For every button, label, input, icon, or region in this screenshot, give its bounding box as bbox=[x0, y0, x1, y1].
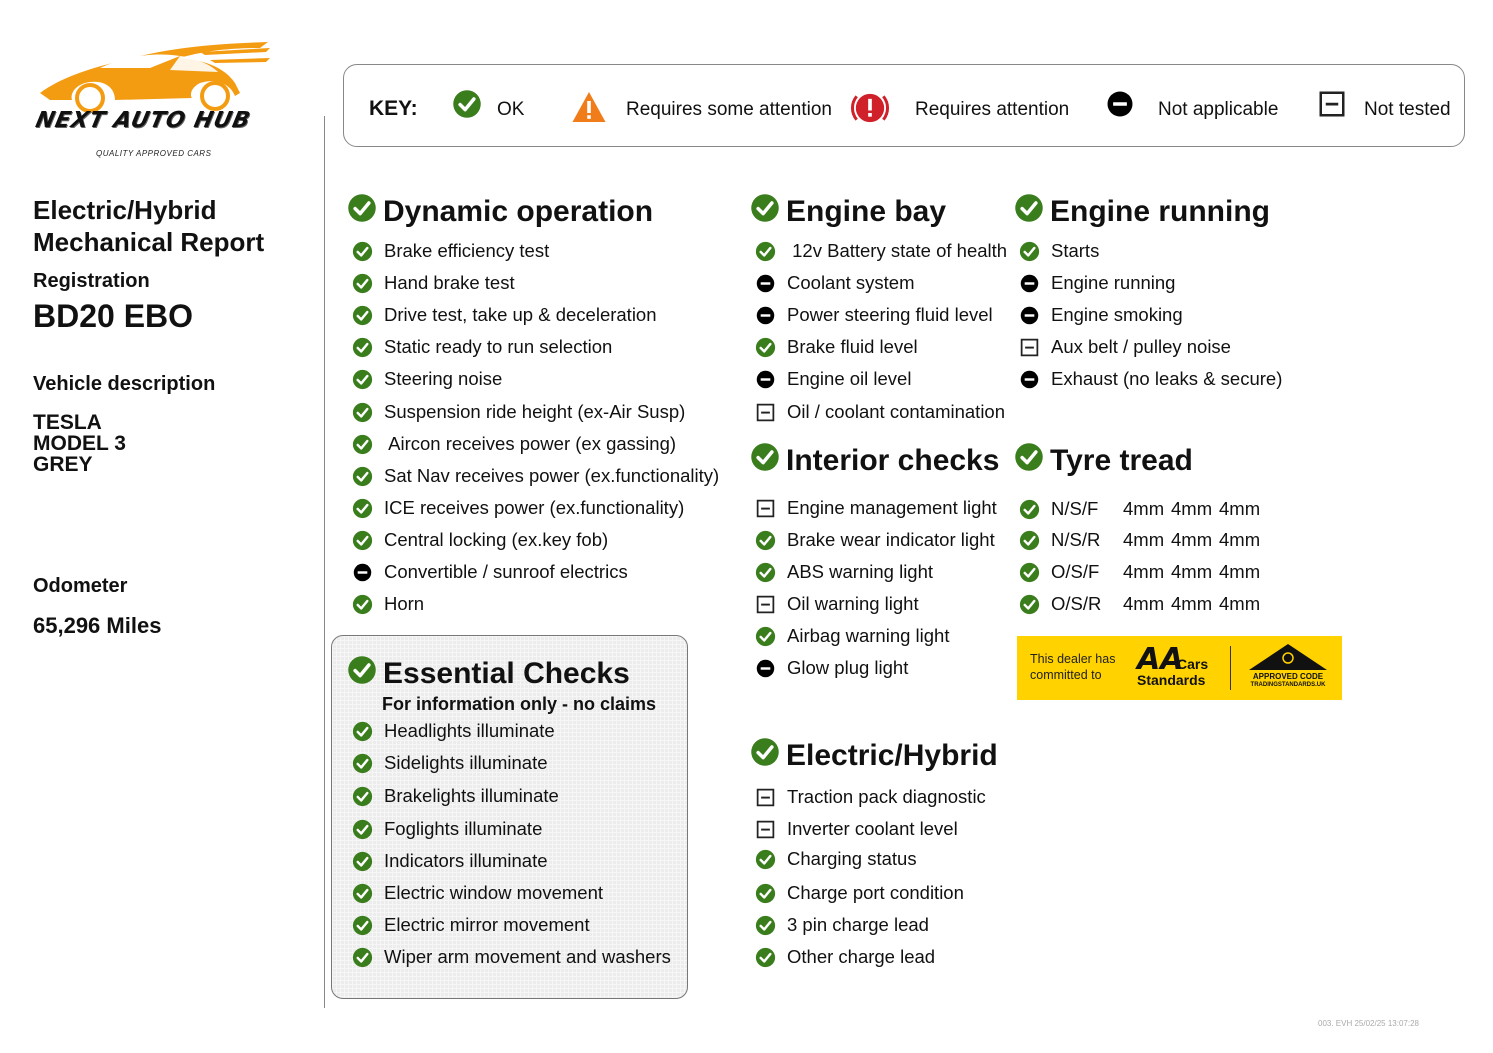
check-item bbox=[754, 914, 929, 936]
check-item bbox=[1018, 336, 1231, 358]
ok-check-icon bbox=[351, 402, 373, 423]
check-item-label: Steering noise bbox=[384, 368, 503, 389]
key-label-ok: OK bbox=[497, 99, 525, 120]
section-title-engine-bay bbox=[750, 193, 946, 231]
check-item bbox=[754, 529, 995, 551]
key-label-alert: Requires attention bbox=[915, 99, 1070, 120]
check-item bbox=[351, 882, 603, 904]
ok-check-icon bbox=[754, 337, 776, 358]
check-item-label: Foglights illuminate bbox=[384, 818, 543, 839]
ok-check-icon bbox=[351, 273, 373, 294]
aa-logo: AA bbox=[1137, 642, 1184, 677]
check-item-label: Engine management light bbox=[787, 497, 997, 518]
vehicle-description-label: Vehicle description bbox=[33, 373, 216, 395]
check-item-label: Electric mirror movement bbox=[384, 914, 590, 935]
section-title-text: Dynamic operation bbox=[383, 195, 654, 228]
check-item bbox=[351, 240, 549, 262]
check-item-label: Aux belt / pulley noise bbox=[1051, 336, 1231, 357]
registration-label: Registration bbox=[33, 270, 150, 292]
check-item-label: Hand brake test bbox=[384, 272, 515, 293]
check-item-label: 3 pin charge lead bbox=[787, 914, 929, 935]
check-item-label: Inverter coolant level bbox=[787, 818, 958, 839]
section-title-essential bbox=[347, 655, 630, 693]
not-applicable-icon bbox=[754, 658, 776, 679]
check-item-label: Glow plug light bbox=[787, 657, 909, 678]
check-item-label: Airbag warning light bbox=[787, 625, 950, 646]
ok-check-icon bbox=[351, 915, 373, 936]
not-applicable-icon bbox=[754, 273, 776, 294]
tyre-position: N/S/R bbox=[1051, 529, 1101, 550]
check-item bbox=[754, 304, 993, 326]
check-item-label: Headlights illuminate bbox=[384, 720, 555, 741]
aa-cars-standards-banner bbox=[1017, 636, 1342, 700]
check-item bbox=[754, 625, 949, 647]
ok-check-icon bbox=[351, 434, 373, 455]
ok-check-icon bbox=[351, 530, 373, 551]
aa-banner-divider bbox=[1230, 646, 1231, 690]
check-item bbox=[754, 593, 919, 615]
ok-check-icon bbox=[1018, 562, 1040, 583]
section-title-interior bbox=[750, 442, 999, 480]
tyre-tread-depth: 4mm bbox=[1219, 498, 1261, 519]
check-item-label: Sat Nav receives power (ex.functionality) bbox=[384, 465, 720, 486]
check-item bbox=[351, 752, 548, 774]
check-item-label: Sidelights illuminate bbox=[384, 752, 548, 773]
check-item-label: ICE receives power (ex.functionality) bbox=[384, 497, 685, 518]
check-item bbox=[754, 497, 997, 519]
check-item-label: Charge port condition bbox=[787, 882, 964, 903]
vehicle-colour: GREY bbox=[33, 453, 93, 476]
ok-check-icon bbox=[351, 947, 373, 968]
check-item-label: Engine running bbox=[1051, 272, 1176, 293]
trading-standards-url: TRADINGSTANDARDS.UK bbox=[1250, 682, 1326, 688]
tyre-tread-depth: 4mm bbox=[1219, 529, 1261, 550]
not-applicable-icon bbox=[351, 562, 373, 583]
tyre-tread-depth: 4mm bbox=[1171, 561, 1213, 582]
logo-tagline: QUALITY APPROVED CARS bbox=[96, 149, 212, 158]
check-item-label: Engine smoking bbox=[1051, 304, 1183, 325]
ok-check-icon bbox=[351, 305, 373, 326]
check-item bbox=[754, 272, 915, 294]
check-item-label: Charging status bbox=[787, 848, 917, 869]
check-item bbox=[351, 850, 548, 872]
tyre-tread-depth: 4mm bbox=[1171, 593, 1213, 614]
tyre-tread-depth: 4mm bbox=[1171, 529, 1213, 550]
key-label-na: Not applicable bbox=[1158, 99, 1279, 120]
tyre-position: O/S/R bbox=[1051, 593, 1102, 614]
approved-code-label: APPROVED CODE bbox=[1252, 672, 1324, 681]
ok-check-icon bbox=[754, 530, 776, 551]
aa-cars-label: Cars bbox=[1177, 656, 1209, 672]
ok-check-icon bbox=[351, 466, 373, 487]
check-item-label: Oil warning light bbox=[787, 593, 919, 614]
key-title: KEY: bbox=[369, 97, 418, 120]
check-item bbox=[351, 465, 719, 487]
check-item-label: Aircon receives power (ex gassing) bbox=[384, 433, 677, 454]
check-item bbox=[1018, 561, 1263, 583]
check-item-label: Central locking (ex.key fob) bbox=[384, 529, 609, 550]
not-applicable-icon bbox=[754, 305, 776, 326]
section-title-electric bbox=[750, 737, 998, 775]
check-item-label: Power steering fluid level bbox=[787, 304, 993, 325]
ok-check-icon bbox=[351, 786, 373, 807]
section-title-text: Engine running bbox=[1050, 195, 1270, 228]
check-item bbox=[351, 785, 559, 807]
check-item bbox=[351, 433, 676, 455]
section-ok-check-icon bbox=[1014, 193, 1044, 231]
check-item bbox=[351, 336, 612, 358]
section-title-text: Tyre tread bbox=[1050, 444, 1193, 477]
vehicle-description bbox=[33, 412, 126, 475]
not-tested-icon bbox=[754, 594, 776, 615]
check-item-label: Suspension ride height (ex-Air Susp) bbox=[384, 401, 686, 422]
check-item-label: Brake wear indicator light bbox=[787, 529, 995, 550]
check-item-label: Brake efficiency test bbox=[384, 240, 550, 261]
check-item-label: ABS warning light bbox=[787, 561, 934, 582]
check-item bbox=[754, 401, 1005, 423]
ok-check-icon bbox=[754, 241, 776, 262]
section-ok-check-icon bbox=[1014, 442, 1044, 480]
check-item bbox=[754, 882, 964, 904]
ok-check-icon bbox=[351, 241, 373, 262]
odometer-value: 65,296 Miles bbox=[33, 613, 162, 638]
essential-checks-subtitle: For information only - no claims bbox=[382, 694, 657, 714]
section-ok-check-icon bbox=[750, 442, 780, 480]
vehicle-make: TESLA bbox=[33, 411, 102, 434]
check-item bbox=[351, 593, 424, 615]
check-item bbox=[351, 720, 555, 742]
ok-check-icon bbox=[351, 721, 373, 742]
check-item bbox=[754, 848, 917, 870]
not-applicable-icon bbox=[1018, 369, 1040, 390]
check-item bbox=[351, 401, 685, 423]
ok-check-icon bbox=[351, 498, 373, 519]
not-tested-icon bbox=[754, 402, 776, 423]
check-item bbox=[351, 272, 515, 294]
not-applicable-icon bbox=[754, 369, 776, 390]
ok-check-icon bbox=[351, 337, 373, 358]
section-title-text: Electric/Hybrid bbox=[786, 739, 998, 772]
vertical-divider bbox=[324, 116, 325, 1008]
section-ok-check-icon bbox=[750, 193, 780, 231]
check-item bbox=[351, 561, 628, 583]
ok-check-icon bbox=[754, 849, 776, 870]
tyre-tread-depth: 4mm bbox=[1219, 593, 1261, 614]
key-warning-triangle-icon bbox=[571, 89, 607, 130]
report-footer-stamp: 003. EVH 25/02/25 13:07:28 bbox=[1318, 1019, 1419, 1028]
key-label-warn: Requires some attention bbox=[626, 99, 832, 120]
check-item-label: Indicators illuminate bbox=[384, 850, 548, 871]
check-item bbox=[754, 818, 958, 840]
tyre-position: N/S/F bbox=[1051, 498, 1099, 519]
check-item bbox=[754, 240, 1007, 262]
check-item-label: 12v Battery state of health bbox=[787, 240, 1008, 261]
ok-check-icon bbox=[351, 369, 373, 390]
section-title-tyres bbox=[1014, 442, 1193, 480]
registration-value: BD20 EBO bbox=[33, 298, 194, 334]
tyre-tread-depth: 4mm bbox=[1123, 529, 1165, 550]
not-tested-icon bbox=[754, 787, 776, 808]
ok-check-icon bbox=[754, 883, 776, 904]
check-item-label: Brake fluid level bbox=[787, 336, 918, 357]
ok-check-icon bbox=[1018, 241, 1040, 262]
section-title-text: Essential Checks bbox=[383, 657, 630, 690]
check-item bbox=[351, 818, 542, 840]
ok-check-icon bbox=[351, 883, 373, 904]
check-item-label: Horn bbox=[384, 593, 425, 614]
check-item bbox=[1018, 498, 1263, 520]
check-item bbox=[754, 657, 908, 679]
ok-check-icon bbox=[754, 915, 776, 936]
check-item-label: Drive test, take up & deceleration bbox=[384, 304, 657, 325]
key-alert-icon bbox=[850, 88, 890, 133]
ok-check-icon bbox=[351, 753, 373, 774]
check-item bbox=[351, 529, 608, 551]
not-tested-icon bbox=[1018, 337, 1040, 358]
aa-banner-text-line1: This dealer has bbox=[1030, 652, 1116, 666]
check-item bbox=[351, 497, 684, 519]
check-item bbox=[351, 368, 502, 390]
check-item bbox=[1018, 529, 1263, 551]
ok-check-icon bbox=[1018, 499, 1040, 520]
not-tested-icon bbox=[754, 819, 776, 840]
aa-banner-text-line2: committed to bbox=[1030, 668, 1102, 682]
ok-check-icon bbox=[351, 851, 373, 872]
tyre-tread-depth: 4mm bbox=[1171, 498, 1213, 519]
check-item-label: Traction pack diagnostic bbox=[787, 786, 986, 807]
check-item-label: Electric window movement bbox=[384, 882, 603, 903]
ok-check-icon bbox=[351, 819, 373, 840]
section-title-engine-running bbox=[1014, 193, 1270, 231]
check-item bbox=[1018, 304, 1183, 326]
ok-check-icon bbox=[351, 594, 373, 615]
section-title-text: Engine bay bbox=[786, 195, 947, 228]
section-ok-check-icon bbox=[750, 737, 780, 775]
check-item bbox=[1018, 240, 1099, 262]
ok-check-icon bbox=[1018, 594, 1040, 615]
tyre-tread-depth: 4mm bbox=[1123, 498, 1165, 519]
check-item bbox=[1018, 593, 1263, 615]
check-item bbox=[754, 561, 933, 583]
aa-standards-label: Standards bbox=[1137, 672, 1206, 688]
section-ok-check-icon bbox=[347, 193, 377, 231]
check-item-label: Brakelights illuminate bbox=[384, 785, 559, 806]
check-item bbox=[754, 786, 986, 808]
logo-text: NEXT AUTO HUB bbox=[33, 108, 254, 133]
not-applicable-icon bbox=[1018, 305, 1040, 326]
ok-check-icon bbox=[754, 626, 776, 647]
report-title bbox=[33, 194, 264, 258]
trading-standards-icon bbox=[1247, 642, 1329, 672]
tyre-tread-depth: 4mm bbox=[1219, 561, 1261, 582]
check-item bbox=[754, 336, 918, 358]
not-applicable-icon bbox=[1018, 273, 1040, 294]
check-item-label: Wiper arm movement and washers bbox=[384, 946, 671, 967]
check-item-label: Starts bbox=[1051, 240, 1100, 261]
report-title-line2: Mechanical Report bbox=[33, 227, 265, 257]
key-not-applicable-icon bbox=[1105, 89, 1135, 124]
check-item-label: Convertible / sunroof electrics bbox=[384, 561, 628, 582]
check-item bbox=[1018, 368, 1282, 390]
tyre-position: O/S/F bbox=[1051, 561, 1100, 582]
not-tested-icon bbox=[754, 498, 776, 519]
tyre-tread-depth: 4mm bbox=[1123, 561, 1165, 582]
check-item-label: Oil / coolant contamination bbox=[787, 401, 1006, 422]
ok-check-icon bbox=[754, 947, 776, 968]
key-ok-check-icon bbox=[452, 89, 482, 124]
key-label-nt: Not tested bbox=[1364, 99, 1451, 120]
check-item bbox=[351, 304, 657, 326]
check-item-label: Engine oil level bbox=[787, 368, 912, 389]
ok-check-icon bbox=[754, 562, 776, 583]
check-item-label: Coolant system bbox=[787, 272, 915, 293]
check-item bbox=[754, 946, 935, 968]
vehicle-model: MODEL 3 bbox=[33, 432, 126, 455]
odometer-label: Odometer bbox=[33, 575, 128, 597]
check-item bbox=[351, 946, 671, 968]
check-item bbox=[754, 368, 911, 390]
tyre-tread-depth: 4mm bbox=[1123, 593, 1165, 614]
key-not-tested-icon bbox=[1317, 89, 1347, 124]
section-title-text: Interior checks bbox=[786, 444, 1000, 477]
check-item bbox=[1018, 272, 1175, 294]
check-item bbox=[351, 914, 590, 936]
section-ok-check-icon bbox=[347, 655, 377, 693]
check-item-label: Other charge lead bbox=[787, 946, 936, 967]
check-item-label: Static ready to run selection bbox=[384, 336, 613, 357]
ok-check-icon bbox=[1018, 530, 1040, 551]
report-title-line1: Electric/Hybrid bbox=[33, 195, 217, 225]
check-item-label: Exhaust (no leaks & secure) bbox=[1051, 368, 1283, 389]
section-title-dynamic bbox=[347, 193, 653, 231]
